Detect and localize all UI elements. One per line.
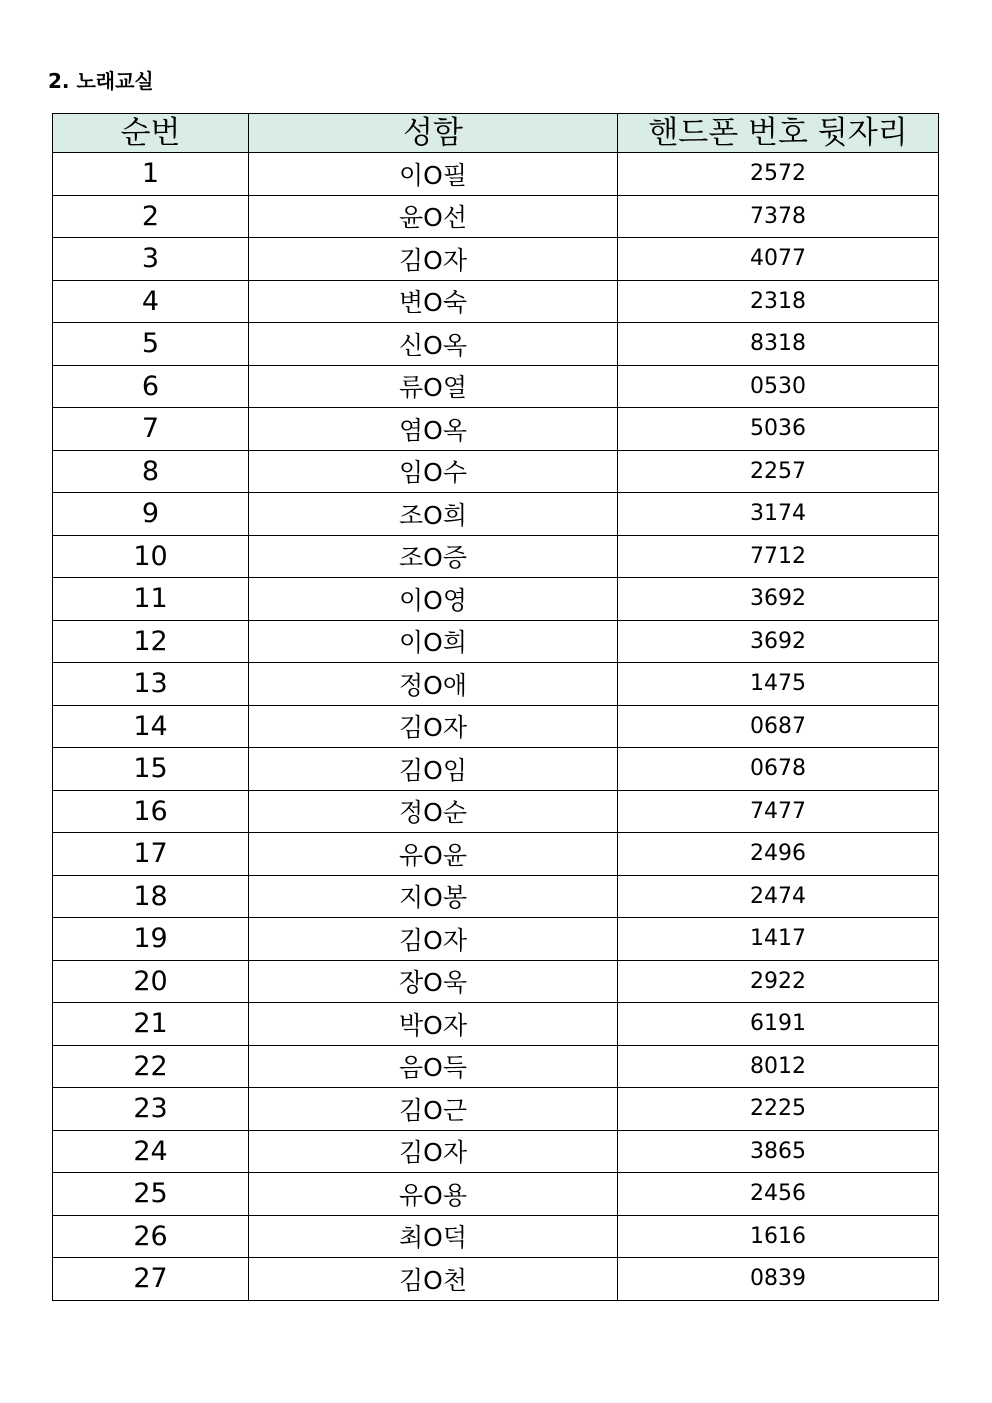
row-phone-last-digits: 3692 xyxy=(618,578,939,621)
row-phone-last-digits: 2496 xyxy=(618,833,939,876)
row-name: 조O희 xyxy=(249,493,618,536)
row-phone-last-digits: 2225 xyxy=(618,1088,939,1131)
row-number: 10 xyxy=(53,535,249,578)
row-phone-last-digits: 5036 xyxy=(618,408,939,451)
table-row xyxy=(53,365,939,408)
table-row xyxy=(53,408,939,451)
row-number: 24 xyxy=(53,1130,249,1173)
row-number: 11 xyxy=(53,578,249,621)
row-number: 16 xyxy=(53,790,249,833)
row-phone-last-digits: 8318 xyxy=(618,323,939,366)
row-number: 4 xyxy=(53,280,249,323)
row-phone-last-digits: 3692 xyxy=(618,620,939,663)
row-name: 김O근 xyxy=(249,1088,618,1131)
row-name: 신O옥 xyxy=(249,323,618,366)
row-number: 20 xyxy=(53,960,249,1003)
table-row xyxy=(53,1173,939,1216)
row-number: 17 xyxy=(53,833,249,876)
row-name: 김O자 xyxy=(249,238,618,281)
row-name: 유O용 xyxy=(249,1173,618,1216)
row-phone-last-digits: 7712 xyxy=(618,535,939,578)
row-phone-last-digits: 0530 xyxy=(618,365,939,408)
row-number: 19 xyxy=(53,918,249,961)
row-phone-last-digits: 3865 xyxy=(618,1130,939,1173)
row-number: 15 xyxy=(53,748,249,791)
table-body xyxy=(53,153,939,1301)
row-phone-last-digits: 2474 xyxy=(618,875,939,918)
table-row xyxy=(53,1258,939,1301)
row-phone-last-digits: 2318 xyxy=(618,280,939,323)
row-number: 21 xyxy=(53,1003,249,1046)
row-phone-last-digits: 3174 xyxy=(618,493,939,536)
row-name: 김O자 xyxy=(249,1130,618,1173)
table-row xyxy=(53,238,939,281)
section-title: 2. 노래교실 xyxy=(48,69,154,93)
row-name: 변O숙 xyxy=(249,280,618,323)
row-name: 유O윤 xyxy=(249,833,618,876)
row-name: 이O영 xyxy=(249,578,618,621)
table-row xyxy=(53,280,939,323)
row-name: 임O수 xyxy=(249,450,618,493)
row-phone-last-digits: 2257 xyxy=(618,450,939,493)
row-name: 김O자 xyxy=(249,918,618,961)
row-phone-last-digits: 0687 xyxy=(618,705,939,748)
row-number: 12 xyxy=(53,620,249,663)
row-phone-last-digits: 7477 xyxy=(618,790,939,833)
row-number: 26 xyxy=(53,1215,249,1258)
row-name: 조O증 xyxy=(249,535,618,578)
row-number: 25 xyxy=(53,1173,249,1216)
table-row xyxy=(53,875,939,918)
row-number: 6 xyxy=(53,365,249,408)
table-row xyxy=(53,1003,939,1046)
row-name: 지O봉 xyxy=(249,875,618,918)
row-number: 3 xyxy=(53,238,249,281)
table-row xyxy=(53,535,939,578)
row-phone-last-digits: 7378 xyxy=(618,195,939,238)
table-header-row xyxy=(53,114,939,153)
header-number: 순번 xyxy=(53,114,249,153)
row-phone-last-digits: 0839 xyxy=(618,1258,939,1301)
row-phone-last-digits: 2456 xyxy=(618,1173,939,1216)
row-name: 윤O선 xyxy=(249,195,618,238)
participant-table xyxy=(52,113,939,1301)
row-phone-last-digits: 1616 xyxy=(618,1215,939,1258)
row-name: 최O덕 xyxy=(249,1215,618,1258)
table-row xyxy=(53,1088,939,1131)
row-name: 염O옥 xyxy=(249,408,618,451)
row-name: 장O욱 xyxy=(249,960,618,1003)
row-phone-last-digits: 8012 xyxy=(618,1045,939,1088)
table-row xyxy=(53,960,939,1003)
row-phone-last-digits: 1475 xyxy=(618,663,939,706)
table-row xyxy=(53,833,939,876)
row-number: 27 xyxy=(53,1258,249,1301)
row-number: 13 xyxy=(53,663,249,706)
row-name: 이O필 xyxy=(249,153,618,196)
row-number: 2 xyxy=(53,195,249,238)
table-row xyxy=(53,790,939,833)
row-number: 22 xyxy=(53,1045,249,1088)
row-number: 1 xyxy=(53,153,249,196)
row-phone-last-digits: 2572 xyxy=(618,153,939,196)
table-row xyxy=(53,663,939,706)
table-row xyxy=(53,450,939,493)
header-phone-last-digits: 핸드폰 번호 뒷자리 xyxy=(618,114,939,153)
table-row xyxy=(53,1130,939,1173)
row-name: 류O열 xyxy=(249,365,618,408)
row-number: 9 xyxy=(53,493,249,536)
table-row xyxy=(53,493,939,536)
row-name: 박O자 xyxy=(249,1003,618,1046)
row-name: 음O득 xyxy=(249,1045,618,1088)
row-number: 18 xyxy=(53,875,249,918)
row-number: 14 xyxy=(53,705,249,748)
table-row xyxy=(53,323,939,366)
row-phone-last-digits: 1417 xyxy=(618,918,939,961)
table-row xyxy=(53,620,939,663)
table-row xyxy=(53,195,939,238)
row-name: 김O천 xyxy=(249,1258,618,1301)
row-number: 23 xyxy=(53,1088,249,1131)
table-row xyxy=(53,153,939,196)
row-name: 정O애 xyxy=(249,663,618,706)
table-row xyxy=(53,1045,939,1088)
row-name: 김O임 xyxy=(249,748,618,791)
row-name: 이O희 xyxy=(249,620,618,663)
row-name: 김O자 xyxy=(249,705,618,748)
row-phone-last-digits: 0678 xyxy=(618,748,939,791)
table-row xyxy=(53,918,939,961)
table-row xyxy=(53,578,939,621)
row-number: 7 xyxy=(53,408,249,451)
row-number: 8 xyxy=(53,450,249,493)
table-row xyxy=(53,1215,939,1258)
row-phone-last-digits: 4077 xyxy=(618,238,939,281)
header-name: 성함 xyxy=(249,114,618,153)
row-name: 정O순 xyxy=(249,790,618,833)
row-phone-last-digits: 2922 xyxy=(618,960,939,1003)
table-row xyxy=(53,748,939,791)
row-phone-last-digits: 6191 xyxy=(618,1003,939,1046)
table-row xyxy=(53,705,939,748)
row-number: 5 xyxy=(53,323,249,366)
